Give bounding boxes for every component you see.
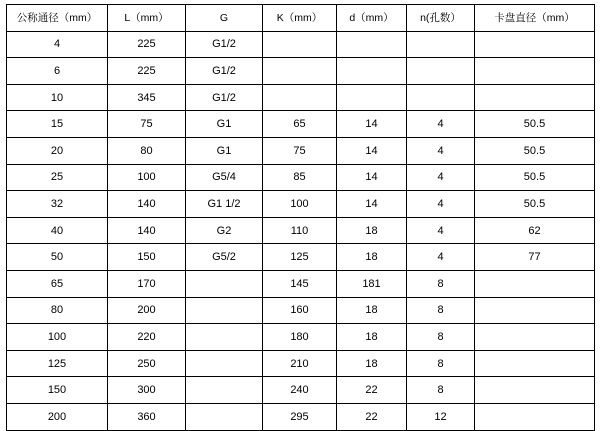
cell-hole-count: 4 [407,191,475,218]
cell-nominal-diameter: 4 [7,31,108,58]
cell-flange-diameter [475,350,595,377]
table-row [7,191,595,218]
cell-k: 85 [263,164,337,191]
cell-length: 100 [108,164,186,191]
cell-d: 14 [337,191,407,218]
cell-flange-diameter: 50.5 [475,191,595,218]
cell-k [263,31,337,58]
cell-length: 80 [108,137,186,164]
cell-hole-count: 4 [407,244,475,271]
cell-d: 18 [337,324,407,351]
cell-length: 140 [108,191,186,218]
table-row [7,270,595,297]
cell-k: 240 [263,377,337,404]
cell-k: 125 [263,244,337,271]
cell-nominal-diameter: 6 [7,58,108,85]
cell-flange-diameter [475,403,595,430]
cell-d: 18 [337,297,407,324]
table-row [7,217,595,244]
cell-nominal-diameter: 65 [7,270,108,297]
cell-thread: G1 [186,137,263,164]
cell-d: 14 [337,137,407,164]
cell-thread [186,403,263,430]
cell-d: 14 [337,111,407,138]
cell-nominal-diameter: 20 [7,137,108,164]
cell-k: 210 [263,350,337,377]
table-row [7,377,595,404]
cell-d [337,31,407,58]
cell-k: 75 [263,137,337,164]
cell-length: 200 [108,297,186,324]
cell-thread [186,297,263,324]
cell-k: 295 [263,403,337,430]
table-row [7,58,595,85]
cell-d: 22 [337,377,407,404]
cell-length: 140 [108,217,186,244]
cell-length: 345 [108,84,186,111]
table-row [7,324,595,351]
cell-hole-count: 8 [407,350,475,377]
cell-nominal-diameter: 10 [7,84,108,111]
cell-hole-count: 12 [407,403,475,430]
cell-d: 14 [337,164,407,191]
cell-k: 180 [263,324,337,351]
cell-nominal-diameter: 25 [7,164,108,191]
cell-hole-count: 8 [407,270,475,297]
cell-hole-count: 4 [407,164,475,191]
cell-hole-count: 8 [407,324,475,351]
cell-flange-diameter: 50.5 [475,111,595,138]
cell-flange-diameter [475,377,595,404]
cell-d [337,58,407,85]
cell-k: 100 [263,191,337,218]
cell-hole-count: 4 [407,137,475,164]
cell-length: 225 [108,31,186,58]
column-header-d: d（mm） [337,5,407,32]
cell-flange-diameter: 77 [475,244,595,271]
cell-d: 18 [337,217,407,244]
cell-flange-diameter [475,84,595,111]
cell-k: 160 [263,297,337,324]
cell-k: 65 [263,111,337,138]
cell-hole-count [407,84,475,111]
table-row [7,111,595,138]
cell-thread: G1/2 [186,84,263,111]
cell-d: 18 [337,244,407,271]
table-row [7,31,595,58]
column-header-flange-diameter: 卡盘直径（mm） [475,5,595,32]
cell-d: 22 [337,403,407,430]
cell-length: 150 [108,244,186,271]
cell-flange-diameter [475,297,595,324]
cell-nominal-diameter: 40 [7,217,108,244]
table-body [7,31,595,430]
cell-thread [186,377,263,404]
cell-length: 220 [108,324,186,351]
specification-table [6,4,595,431]
cell-hole-count: 8 [407,377,475,404]
cell-hole-count [407,58,475,85]
cell-thread [186,324,263,351]
column-header-length: L（mm） [108,5,186,32]
cell-k: 145 [263,270,337,297]
table-row [7,403,595,430]
table-row [7,164,595,191]
cell-hole-count: 4 [407,111,475,138]
table-row [7,244,595,271]
table-row [7,137,595,164]
cell-nominal-diameter: 100 [7,324,108,351]
cell-thread: G2 [186,217,263,244]
column-header-hole-count: n(孔数） [407,5,475,32]
column-header-k: K（mm） [263,5,337,32]
cell-nominal-diameter: 32 [7,191,108,218]
table-row [7,297,595,324]
cell-flange-diameter: 50.5 [475,164,595,191]
cell-thread: G1 1/2 [186,191,263,218]
cell-nominal-diameter: 150 [7,377,108,404]
cell-k: 110 [263,217,337,244]
cell-k [263,58,337,85]
cell-thread [186,270,263,297]
cell-thread: G5/2 [186,244,263,271]
cell-d [337,84,407,111]
cell-length: 300 [108,377,186,404]
cell-thread: G1/2 [186,31,263,58]
cell-length: 250 [108,350,186,377]
cell-d: 18 [337,350,407,377]
cell-nominal-diameter: 125 [7,350,108,377]
cell-nominal-diameter: 80 [7,297,108,324]
column-header-thread: G [186,5,263,32]
cell-thread: G5/4 [186,164,263,191]
table-header-row [7,5,595,32]
cell-flange-diameter: 62 [475,217,595,244]
cell-length: 360 [108,403,186,430]
cell-length: 75 [108,111,186,138]
table-row [7,350,595,377]
cell-length: 225 [108,58,186,85]
cell-flange-diameter [475,270,595,297]
cell-flange-diameter [475,31,595,58]
table-row [7,84,595,111]
cell-thread [186,350,263,377]
table-header [7,5,595,32]
cell-hole-count: 4 [407,217,475,244]
cell-flange-diameter [475,58,595,85]
cell-hole-count [407,31,475,58]
cell-k [263,84,337,111]
cell-d: 181 [337,270,407,297]
cell-nominal-diameter: 50 [7,244,108,271]
cell-flange-diameter: 50.5 [475,137,595,164]
cell-flange-diameter [475,324,595,351]
cell-thread: G1 [186,111,263,138]
cell-nominal-diameter: 200 [7,403,108,430]
cell-thread: G1/2 [186,58,263,85]
cell-length: 170 [108,270,186,297]
column-header-nominal-diameter: 公称通径（mm） [7,5,108,32]
cell-nominal-diameter: 15 [7,111,108,138]
cell-hole-count: 8 [407,297,475,324]
